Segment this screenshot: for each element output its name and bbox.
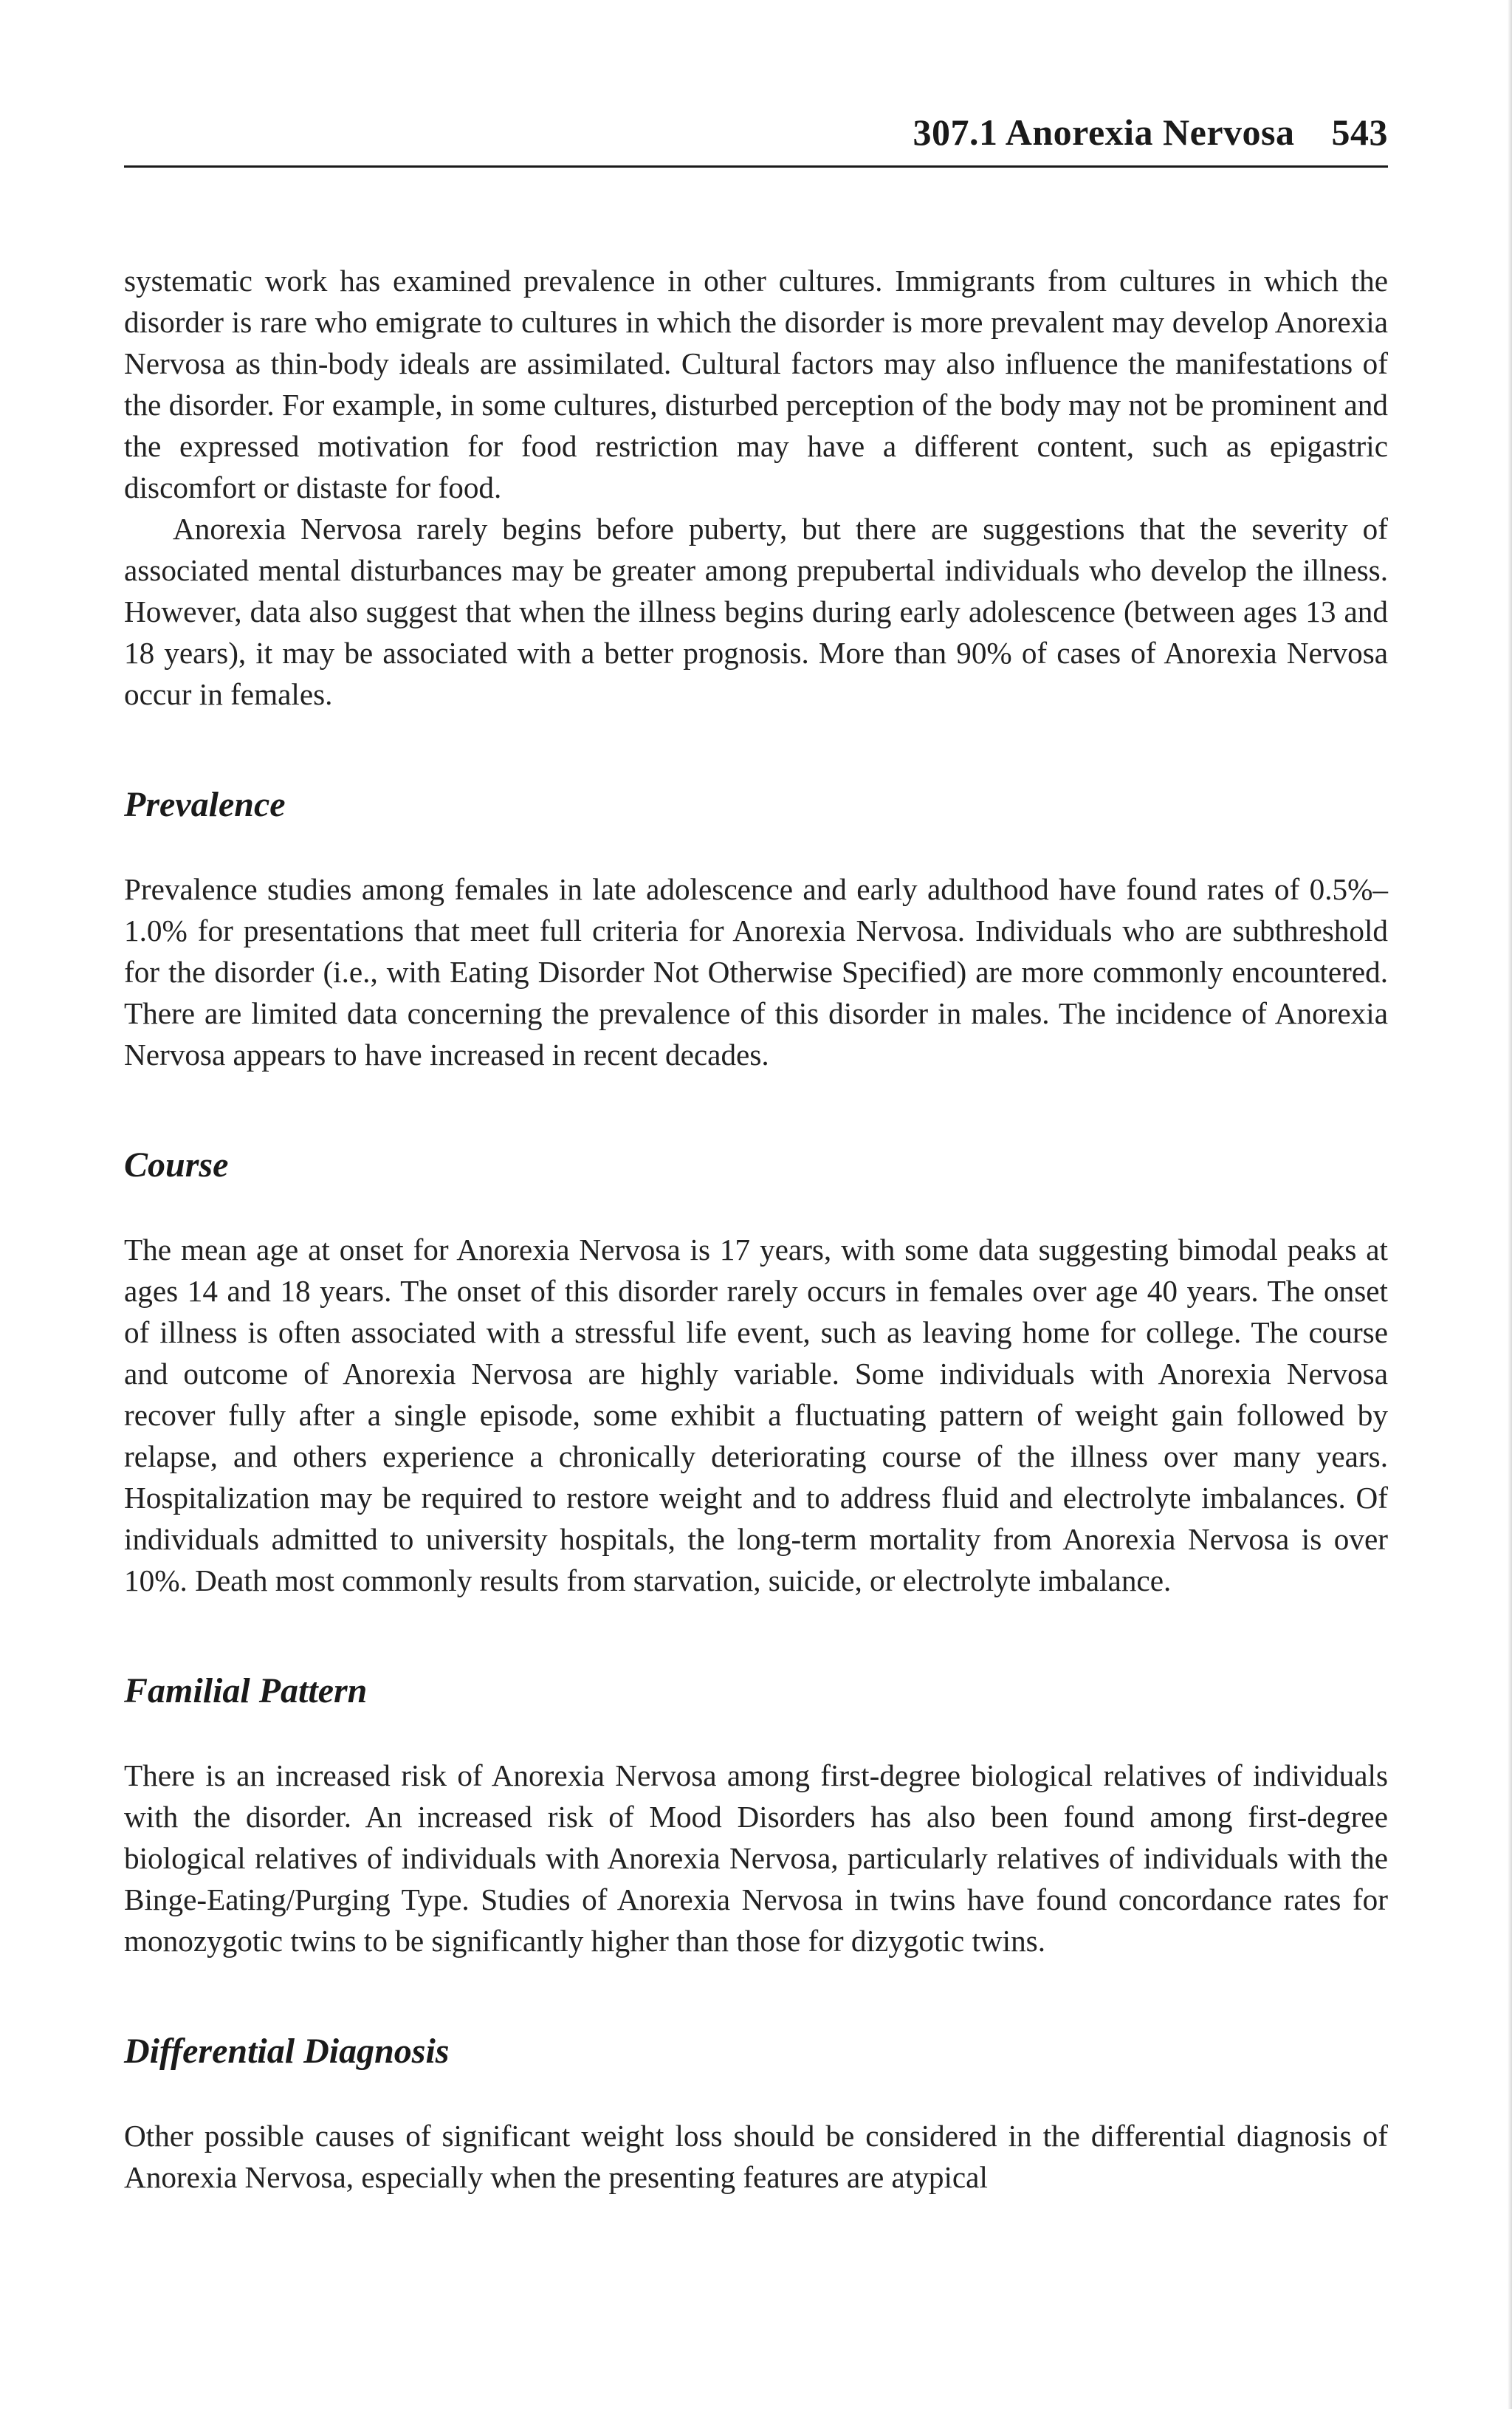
course-paragraph: The mean age at onset for Anorexia Nervosa is 17 years, with some data suggesting bimodal peaks at ages 14 and 18 years. The onset of this disorder rarely occurs in females over age 40 years. The onset of illness is often associated with a stressful life event, such as leaving home for college. The course and outcome of Anorexia Nervosa are highly variable. Some individuals with Anorexia Nervosa recover fully after a single episode, some exhibit a fluctuating pattern of weight gain followed by relapse, and others experience a chronically deteriorating course of the illness over many years. Hospitalization may be required to restore weight and to address fluid and electrolyte imbalances. Of individuals admitted to university hospitals, the long-term mortality from Anorexia Nervosa is over 10%. Death most commonly results from starvation, suicide, or electrolyte imbalance. <box>124 1233 1388 1597</box>
page-body <box>124 260 1388 2198</box>
running-header <box>913 111 1388 162</box>
familial-pattern-paragraph: There is an increased risk of Anorexia Nervosa among first-degree biological relatives of individuals with the disorder. An increased risk of Mood Disorders has also been found among first-degree biological relatives of individuals with Anorexia Nervosa, particularly relatives of individuals with the Binge-Eating/Purging Type. Studies of Anorexia Nervosa in twins have found concordance rates for monozygotic twins to be significantly higher than those for dizygotic twins. <box>124 1758 1388 1958</box>
book-page <box>124 0 1388 2409</box>
section-title: 307.1 Anorexia Nervosa <box>913 112 1295 153</box>
page-edge-shadow <box>1508 0 1512 2409</box>
intro-paragraph-2: Anorexia Nervosa rarely begins before puberty, but there are suggestions that the severity of associated mental disturbances may be greater among prepubertal individuals who develop the illness. However, data also suggest that when the illness begins during early adolescence (between ages 13 and 18 years), it may be associated with a better prognosis. More than 90% of cases of Anorexia Nervosa occur in females. <box>124 512 1388 711</box>
intro-paragraph-1: systematic work has examined prevalence in other cultures. Immigrants from cultures in which the disorder is rare who emigrate to cultures in which the disorder is more prevalent may develop Anorexia Nervosa as thin-body ideals are assimilated. Cultural factors may also influence the manifestations of the disorder. For example, in some cultures, disturbed perception of the body may not be prominent and the expressed motivation for food restriction may have a different content, such as epigastric discomfort or distaste for food. <box>124 264 1388 504</box>
differential-diagnosis-paragraph: Other possible causes of significant weight loss should be considered in the differential diagnosis of Anorexia Nervosa, especially when the presenting features are atypical <box>124 2119 1388 2194</box>
prevalence-heading: Prevalence <box>124 785 286 824</box>
header-rule <box>124 165 1388 168</box>
page-number: 543 <box>1331 112 1388 153</box>
familial-pattern-heading: Familial Pattern <box>124 1671 368 1710</box>
differential-diagnosis-heading: Differential Diagnosis <box>124 2032 450 2071</box>
course-heading: Course <box>124 1145 229 1185</box>
prevalence-paragraph: Prevalence studies among females in late adolescence and early adulthood have found rates of 0.5%–1.0% for presentations that meet full criteria for Anorexia Nervosa. Individuals who are subthreshold for the disorder (i.e., with Eating Disorder Not Otherwise Specified) are more commonly encountered. There are limited data concerning the prevalence of this disorder in males. The incidence of Anorexia Nervosa appears to have increased in recent decades. <box>124 872 1388 1072</box>
